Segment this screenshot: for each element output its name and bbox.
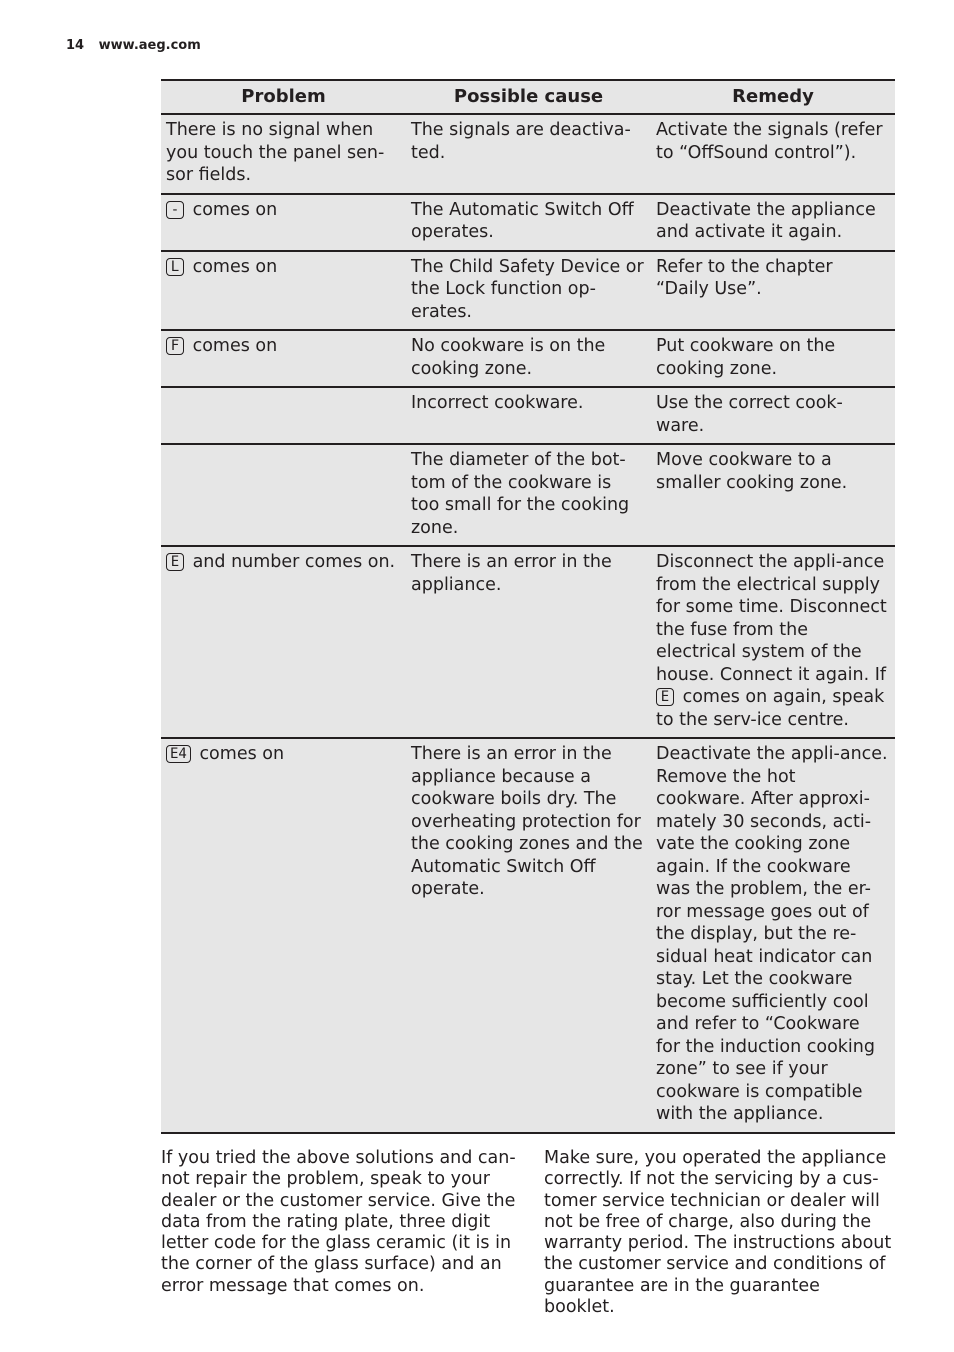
problem-cell	[161, 251, 406, 331]
remedy-cell	[651, 546, 895, 738]
page-header	[66, 38, 201, 53]
remedy-text: Disconnect the appli-ance from the electrical supply for some time. Disconnect the fuse from the electrical system of the house. Connect it again. If	[656, 552, 887, 685]
display-symbol-icon: E	[656, 688, 674, 706]
remedy-cell: Put cookware on the cooking zone.	[651, 330, 895, 387]
display-symbol-icon: L	[166, 258, 184, 276]
problem-cell	[161, 387, 406, 444]
cause-cell: No cookware is on the cooking zone.	[406, 330, 651, 387]
table-row	[161, 738, 895, 1133]
remedy-text: comes on again, speak to the serv-ice centre.	[656, 687, 885, 730]
remedy-cell: Refer to the chapter “Daily Use”.	[651, 251, 895, 331]
problem-cell	[161, 546, 406, 738]
remedy-cell: Deactivate the appli-ance. Remove the hot cookware. After approxi-mately 30 seconds, acti-vate the cooking zone again. If the cookware was the problem, the er-ror message goes out of the display, but the re-sidual heat indicator can stay. Let the cookware become sufficiently cool and refer to “Cookware for the induction cooking zone” to see if your cookware is compatible with the appliance.	[651, 738, 895, 1133]
remedy-cell: Deactivate the appliance and activate it again.	[651, 194, 895, 251]
footer-paragraph-right: Make sure, you operated the appliance correctly. If not the servicing by a cus-tomer service technician or dealer will not be free of charge, also during the warranty period. The instructions about the customer service and conditions of guarantee are in the guarantee booklet.	[544, 1148, 892, 1318]
problem-text: and number comes on.	[192, 552, 396, 572]
problem-cell	[161, 738, 406, 1133]
cause-cell: The diameter of the bot-tom of the cookware is too small for the cooking zone.	[406, 444, 651, 546]
problem-cell	[161, 444, 406, 546]
troubleshooting-table	[161, 79, 895, 1134]
header-remedy: Remedy	[651, 80, 895, 114]
table-row	[161, 330, 895, 387]
remedy-cell: Use the correct cook-ware.	[651, 387, 895, 444]
header-problem: Problem	[161, 80, 406, 114]
display-symbol-icon: E4	[166, 745, 191, 763]
table-row	[161, 387, 895, 444]
remedy-cell: Activate the signals (refer to “OffSound control”).	[651, 114, 895, 194]
cause-cell: The Child Safety Device or the Lock function op-erates.	[406, 251, 651, 331]
cause-cell: There is an error in the appliance.	[406, 546, 651, 738]
table-row	[161, 251, 895, 331]
table-header-row	[161, 80, 895, 114]
problem-text: comes on	[192, 336, 278, 356]
table-row	[161, 194, 895, 251]
cause-cell: There is an error in the appliance because a cookware boils dry. The overheating protection for the cooking zones and the Automatic Switch Off operate.	[406, 738, 651, 1133]
display-symbol-icon: -	[166, 201, 184, 219]
display-symbol-icon: F	[166, 337, 184, 355]
site-url: www.aeg.com	[98, 38, 201, 53]
problem-text: comes on	[199, 744, 285, 764]
cause-cell: Incorrect cookware.	[406, 387, 651, 444]
table-row	[161, 114, 895, 194]
header-possible-cause: Possible cause	[406, 80, 651, 114]
table-row	[161, 444, 895, 546]
problem-text: comes on	[192, 199, 278, 220]
cause-cell: The Automatic Switch Off operates.	[406, 194, 651, 251]
remedy-cell: Move cookware to a smaller cooking zone.	[651, 444, 895, 546]
display-symbol-icon: E	[166, 553, 184, 571]
cause-cell: The signals are deactiva-ted.	[406, 114, 651, 194]
problem-cell: There is no signal when you touch the panel sen-sor fields.	[161, 114, 406, 194]
problem-cell	[161, 194, 406, 251]
footer-paragraph-left: If you tried the above solutions and can-not repair the problem, speak to your dealer or the customer service. Give the data from the rating plate, three digit letter code for the glass ceramic (it is in the corner of the glass surface) and an error message that comes on.	[161, 1148, 516, 1296]
problem-text: comes on	[192, 256, 278, 277]
page-number: 14	[66, 38, 85, 53]
problem-cell	[161, 330, 406, 387]
table-row	[161, 546, 895, 738]
